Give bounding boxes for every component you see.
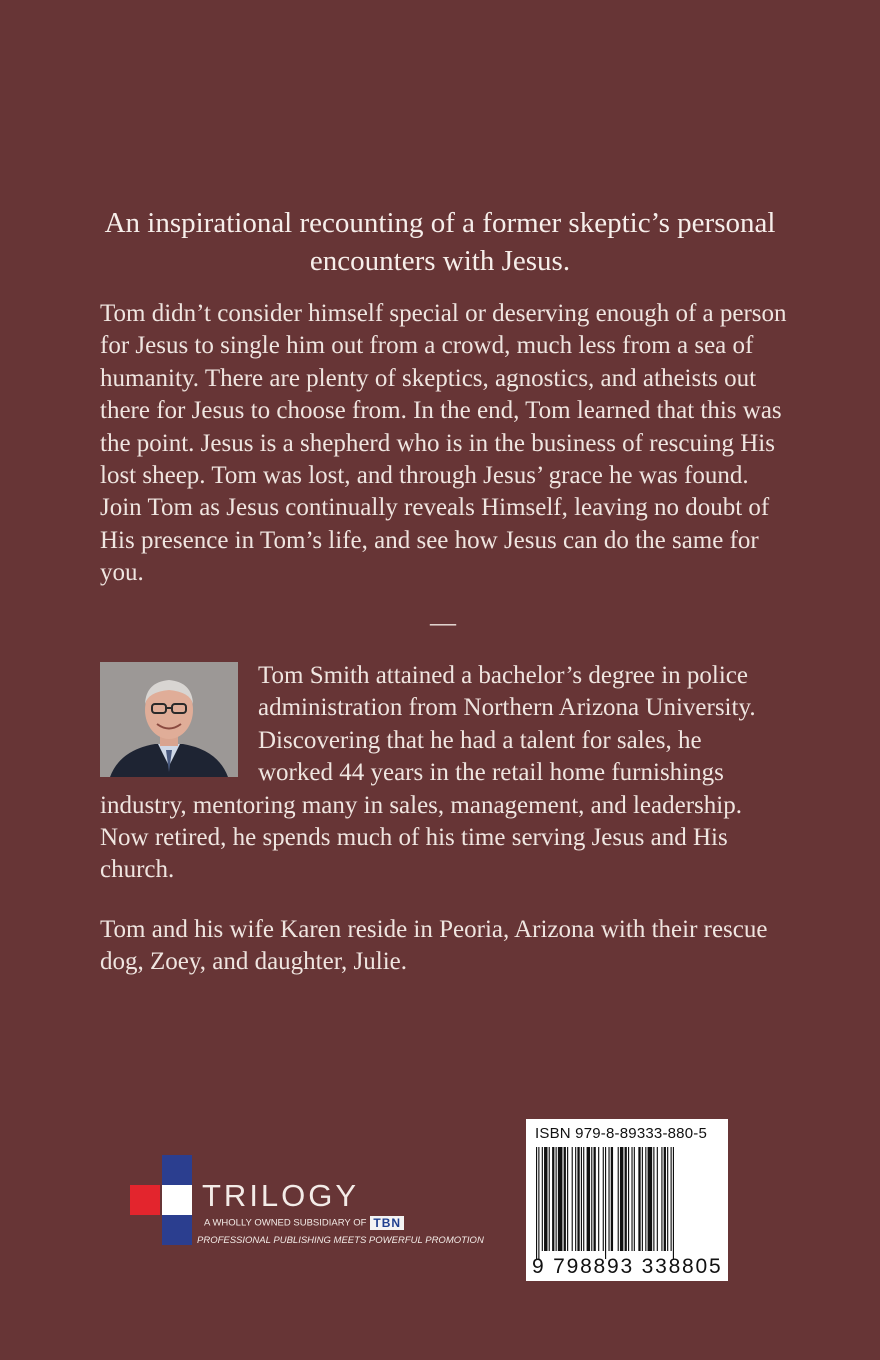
- barcode-bar: [667, 1147, 668, 1251]
- barcode-bar: [673, 1147, 674, 1259]
- trilogy-logo-icon: [130, 1155, 194, 1245]
- publisher-name: TRILOGY: [202, 1178, 360, 1213]
- barcode-bar: [634, 1147, 635, 1251]
- barcode-bar: [577, 1147, 579, 1251]
- barcode-bar: [556, 1147, 557, 1251]
- author-residence: Tom and his wife Karen reside in Peoria, Arizona with their rescue dog, Zoey, and daughter, Julie.: [100, 916, 768, 976]
- barcode-bar: [631, 1147, 632, 1251]
- barcode-bar: [605, 1147, 606, 1259]
- barcode-bar: [628, 1147, 629, 1251]
- barcode-bar: [638, 1147, 640, 1251]
- publisher-slogan: PROFESSIONAL PUBLISHING MEETS POWERFUL PROMOTION: [197, 1235, 484, 1246]
- book-blurb: Tom didn’t consider himself special or deserving enough of a person for Jesus to single him out from a crowd, much less from a sea of humanity. There are plenty of skeptics, agnostics, and atheists out there for Jesus to choose from. In the end, Tom learned that this was the point. Jesus is a shepherd who is in the business of rescuing His lost sheep. Tom was lost, and through Jesus’ grace he was found. Join Tom as Jesus continually reveals Himself, leaving no doubt of His presence in Tom’s life, and see how Jesus can do the same for you.: [100, 300, 787, 587]
- barcode-bar: [620, 1147, 623, 1251]
- publisher-logo: [130, 1155, 530, 1250]
- barcode-bar: [572, 1147, 573, 1251]
- isbn-label: ISBN 979-8-89333-880-5: [535, 1125, 708, 1142]
- barcode-bar: [558, 1147, 563, 1251]
- barcode-bar: [544, 1147, 547, 1251]
- barcode-bar: [591, 1147, 592, 1251]
- tbn-logo: TBN: [370, 1216, 404, 1230]
- author-bio: Tom Smith attained a bachelor’s degree in police administration from Northern Arizona University. Discovering that he had a talent for sales, he worked 44 years in the retail home furnishings industry, mentoring many in sales, management, and leadership. Now retired, he spends much of his time serving Jesus and His church.: [100, 662, 756, 884]
- barcode-bar: [564, 1147, 566, 1251]
- author-photo: [100, 662, 238, 777]
- barcode-bar: [618, 1147, 619, 1251]
- barcode-bar: [549, 1147, 550, 1251]
- barcode-bar: [598, 1147, 599, 1251]
- barcode-bar: [587, 1147, 590, 1251]
- barcode-bar: [536, 1147, 537, 1259]
- barcode-bar: [542, 1147, 543, 1251]
- barcode-bar: [642, 1147, 643, 1251]
- isbn-barcode-box: [526, 1119, 728, 1281]
- barcode-bar: [608, 1147, 609, 1251]
- barcode-bar: [611, 1147, 613, 1251]
- barcode-icon: [534, 1147, 720, 1261]
- barcode-bar: [645, 1147, 646, 1251]
- barcode-bar: [552, 1147, 554, 1251]
- barcode-bar: [583, 1147, 584, 1251]
- barcode-bar: [653, 1147, 654, 1251]
- section-divider: —: [430, 608, 456, 637]
- barcode-bar: [625, 1147, 627, 1251]
- barcode-bar: [648, 1147, 653, 1251]
- barcode-bar: [575, 1147, 576, 1251]
- barcode-digits: 9 798893 338805: [532, 1255, 723, 1278]
- barcode-bar: [581, 1147, 582, 1251]
- author-bio-block: [100, 660, 780, 887]
- barcode-bar: [661, 1147, 662, 1251]
- publisher-subsidiary: A WHOLLY OWNED SUBSIDIARY OF: [204, 1217, 367, 1229]
- barcode-bar: [671, 1147, 672, 1251]
- barcode-bar: [664, 1147, 666, 1251]
- tagline: An inspirational recounting of a former skeptic’s personal encounters with Jesus.: [104, 207, 776, 277]
- barcode-bar: [567, 1147, 568, 1251]
- barcode-bar: [594, 1147, 596, 1251]
- barcode-bar: [657, 1147, 658, 1251]
- publisher-subsidiary-line: [204, 1216, 404, 1230]
- barcode-bar: [603, 1147, 604, 1251]
- barcode-bar: [538, 1147, 539, 1259]
